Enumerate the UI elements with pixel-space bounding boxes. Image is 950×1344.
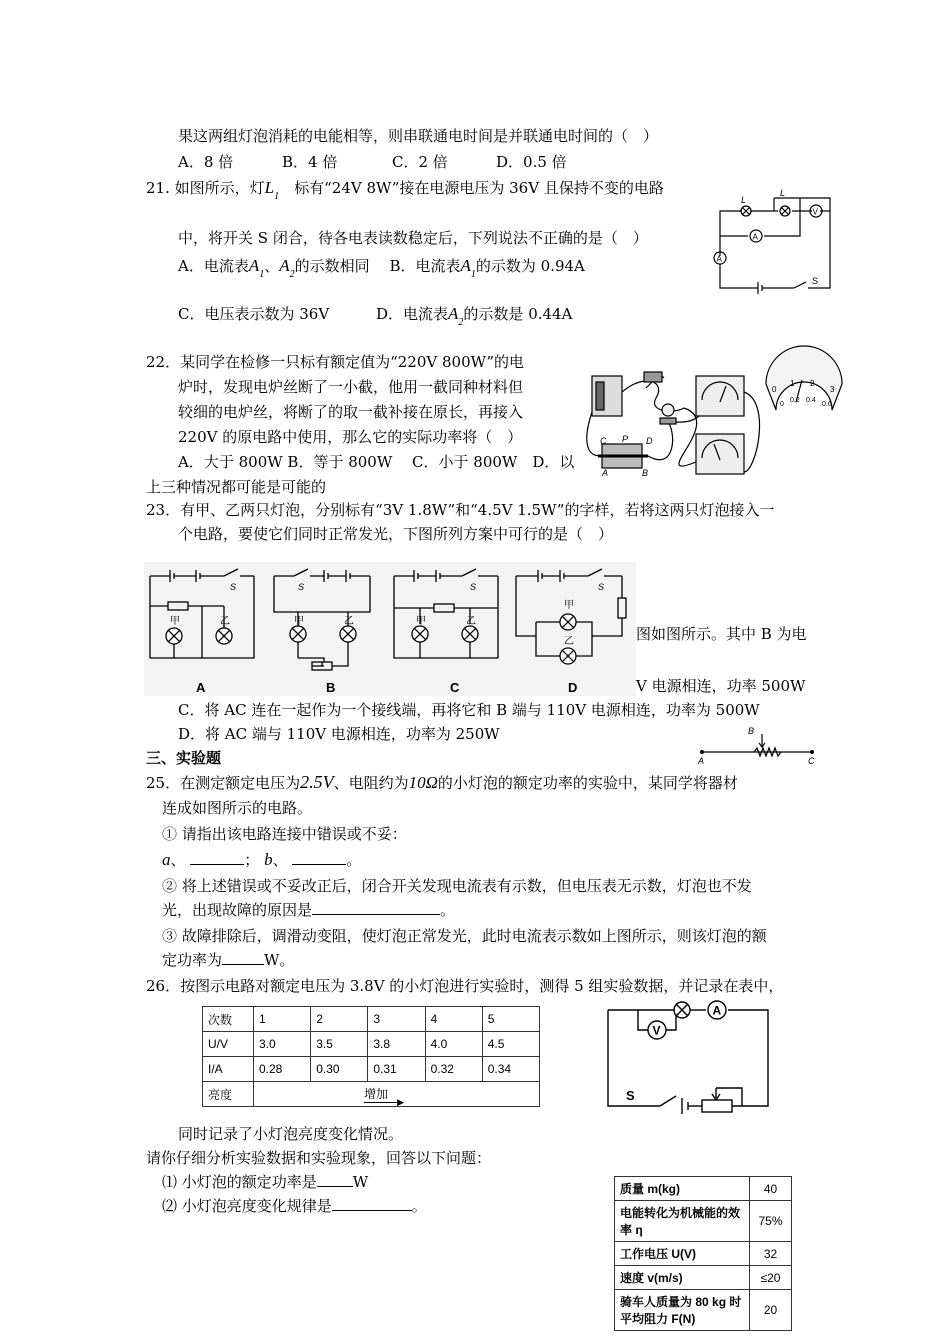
brightness-value: 增加 [364,1087,389,1101]
q20-option-c: C．2 倍 [392,153,448,171]
q26-data-table [202,1006,540,1107]
table-row: 次数 1 2 3 4 5 [203,1007,540,1032]
q22-line-2: 炉时，发现电炉丝断了一小截，他用一截同种材料但 [178,378,524,396]
q23-d-lamp-jia: 甲 [564,600,574,611]
q26-fig-label-A: A [712,1003,722,1018]
q22-fig-label-C: C [600,436,607,446]
q25-line-5: ② 将上述错误或不妥改正后，闭合开关发现电流表有示数，但电压表无示数，灯泡也不发 [162,877,752,895]
q22-line-4: 220V 的原电路中使用，那么它的实际功率将（ ） [178,428,523,446]
q22-scale-top-2: 2 [810,379,815,388]
q23-line-2: 个电路，要使它们同时正常发光，下图所列方案中可行的是（ ） [178,525,614,543]
q21-fig-label-V: V [812,207,818,217]
q22-scale-top-0: 0 [772,385,777,394]
table-row: U/V 3.0 3.5 3.8 4.0 4.5 [203,1032,540,1057]
q21-circuit-diagram [712,186,838,292]
q24-fig-label-B: B [748,726,755,736]
table-row: 工作电压 U(V) 32 [615,1242,792,1266]
q22-fig-label-D: D [646,436,653,446]
q20-option-a: A．8 倍 [178,153,234,171]
q23-line-1: 23．有甲、乙两只灯泡，分别标有“3V 1.8W”和“4.5V 1.5W”的字样，若将这两只灯泡接入一 [146,501,775,519]
table-row: 电能转化为机械能的效率 η 75% [615,1201,792,1242]
q23-c-switch-label: S [470,582,477,592]
q22-options-cont: 上三种情况都可能是可能的 [146,478,327,496]
table-row: 骑车人质量为 80 kg 时平均阻力 F(N) 20 [615,1290,792,1331]
q23-a-lamp-yi: 乙 [220,616,230,627]
q22-fig-label-B: B [642,468,649,478]
q24-fragment-2: V 电源相连，功率 500W [636,677,806,695]
q21-stem-line2: 中，将开关 S 闭合，待各电表读数稳定后，下列说法不正确的是（ ） [178,229,648,247]
q21-fig-label-L1: L [741,195,747,205]
q22-options: A．大于 800W B．等于 800W C．小于 800W D．以 [178,453,575,471]
q22-scale-bot-0: 0 [780,401,784,408]
q20-option-d: D．0.5 倍 [496,153,567,171]
q23-circuit-label-b: B [326,680,336,695]
q23-circuit-options [144,562,636,698]
table-row: 质量 m(kg) 40 [615,1177,792,1201]
table-row: 速度 v(m/s) ≤20 [615,1266,792,1290]
q25-line-2: 连成如图所示的电路。 [162,799,313,817]
q21-fig-label-A2: A [752,232,758,242]
q23-d-switch-label: S [598,582,605,592]
section-heading: 三、实验题 [146,749,222,767]
q23-b-lamp-jia: 甲 [294,616,304,627]
q22-scale-bot-1: 0.2 [790,397,800,404]
q25-blanks-ab: a、 ； b、 。 [162,850,362,869]
q23-d-lamp-yi: 乙 [564,636,574,647]
q22-fig-label-A: A [602,468,609,478]
q22-scale-top-1: 1 [790,379,795,388]
q22-apparatus-diagram [586,362,848,496]
q22-line-1: 22．某同学在检修一只标有额定值为“220V 800W”的电 [146,353,524,371]
q23-a-switch-label: S [230,582,237,592]
q23-circuit-label-a: A [196,680,206,695]
q26-fig-label-V: V [652,1023,661,1038]
q26-question-1: ⑴ 小灯泡的额定功率是 W [162,1173,369,1191]
q25-line-8: 定功率为 W。 [162,951,295,969]
q23-circuit-label-d: D [568,680,578,695]
q24-fragment-1: 图如图所示。其中 B 为电 [636,625,807,643]
q22-scale-bot-3: 0.6 [822,401,832,408]
q23-c-lamp-yi: 乙 [466,616,476,627]
q24-fig-label-C: C [808,756,815,766]
q23-c-lamp-jia: 甲 [416,616,426,627]
q26-fig-label-S: S [626,1088,635,1103]
q21-option-d: D．电流表$A_2$的示数是 0.44A [376,304,573,328]
q26-question-2: ⑵ 小灯泡亮度变化规律是 。 [162,1197,427,1215]
increase-arrow-icon: ▶ [364,1102,400,1103]
q21-fig-label-S: S [812,276,819,286]
q25-stem: 25．在测定额定电压为2.5V、电阻约为10Ω的小灯泡的额定功率的实验中，某同学将器材 [146,772,738,792]
q26-line-3: 请你仔细分析实验数据和实验现象，回答以下问题： [146,1149,492,1167]
q24-fig-label-A: A [698,756,705,766]
q21-option-c: C．电压表示数为 36V [178,305,330,323]
q25-blank-b[interactable] [292,850,346,865]
q25-line-7: ③ 故障排除后，调滑动变阻，使灯泡正常发光，此时电流表示数如上图所示，则该灯泡的额 [162,927,767,945]
q21-option-a: A．电流表$A_1$、$A_2$的示数相同 B．电流表$A_1$的示数为 0.94A [178,256,585,280]
q22-line-3: 较细的电炉丝，将断了的取一截补接在原长，再接入 [178,403,524,421]
q21-fig-label-L2: L [780,188,786,198]
q21-fig-label-A1: A [716,254,722,264]
q26-blank-power[interactable] [317,1172,353,1187]
ebike-spec-table [614,1176,792,1331]
q25-line-3: ① 请指出该电路连接中错误或不妥： [162,825,407,843]
table-row: 亮度 增加 ▶ [203,1082,540,1107]
q24-option-c: C．将 AC 连在一起作为一个接线端，再将它和 B 端与 110V 电源相连，功率为 500W [178,701,760,719]
q25-blank-a[interactable] [190,850,244,865]
q23-circuit-label-c: C [450,680,460,695]
table-row: I/A 0.28 0.30 0.31 0.32 0.34 [203,1057,540,1082]
q23-b-lamp-yi: 乙 [344,616,354,627]
q25-line-6: 光，出现故障的原因是 。 [162,901,456,919]
q26-blank-trend[interactable] [332,1196,412,1211]
q20-line: 果这两组灯泡消耗的电能相等，则串联通电时间是并联通电时间的（ ） [178,127,659,145]
q23-a-lamp-jia: 甲 [170,616,180,627]
q24-resistor-diagram [696,724,820,764]
q23-b-switch-label: S [298,582,305,592]
q22-scale-top-3: 3 [830,385,835,394]
q26-line-2: 同时记录了小灯泡亮度变化情况。 [178,1125,404,1143]
q25-blank-power[interactable] [222,950,264,965]
q20-option-b: B．4 倍 [282,153,338,171]
q22-fig-label-P: P [622,434,629,444]
q21-stem: 21. 如图所示，灯$L_1$ 标有“24V 8W”接在电源电压为 36V 且保持不变的电路 [146,178,664,202]
q24-option-d: D．将 AC 端与 110V 电源相连，功率为 250W [178,725,500,743]
q26-line-1: 26．按图示电路对额定电压为 3.8V 的小灯泡进行实验时，测得 5 组实验数据，并记录在表中， [146,977,784,995]
q25-blank-fault[interactable] [312,900,440,915]
q26-circuit-diagram [604,998,774,1114]
q22-scale-bot-2: 0.4 [806,397,816,404]
